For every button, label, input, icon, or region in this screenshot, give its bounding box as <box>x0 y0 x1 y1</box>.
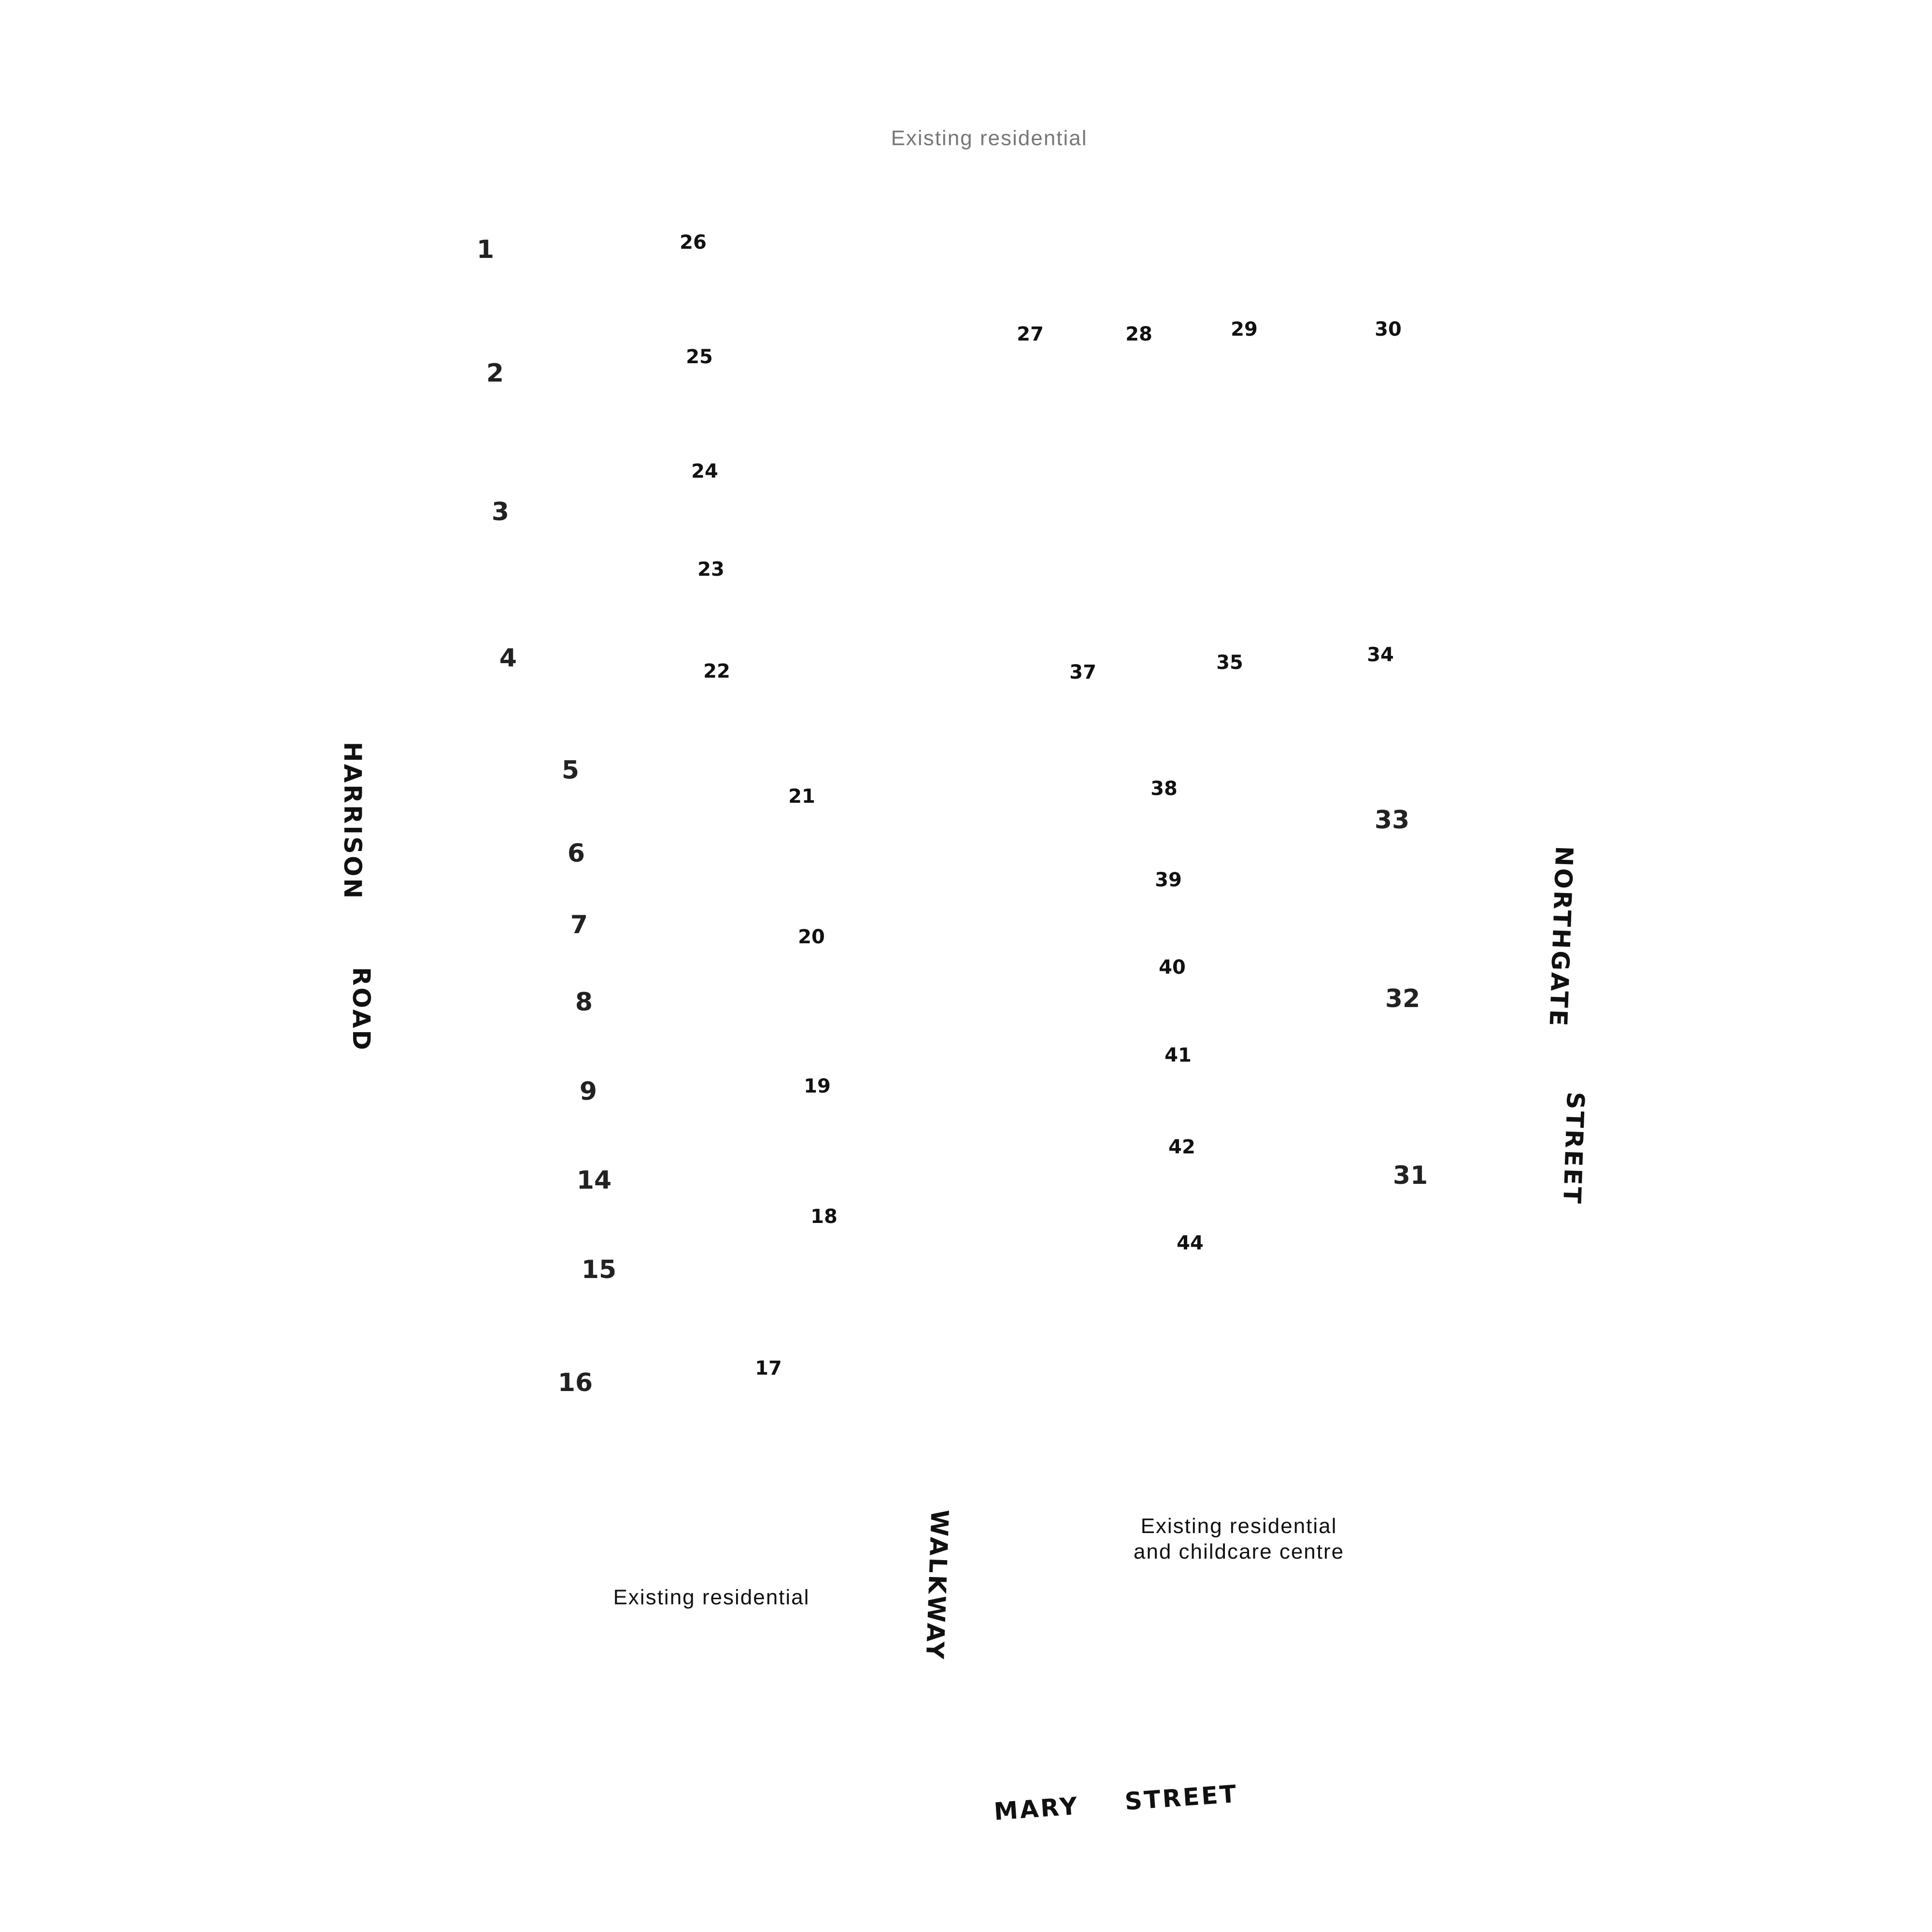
lot-number-19: 19 <box>804 1075 831 1097</box>
lot-number-35: 35 <box>1216 652 1243 674</box>
street-label-harrison: HARRISON <box>339 741 367 901</box>
lot-number-34: 34 <box>1367 644 1394 666</box>
lot-number-6: 6 <box>567 839 585 868</box>
street-label-mary-street: STREET <box>1123 1779 1239 1816</box>
lot-number-20: 20 <box>798 926 825 948</box>
lot-number-39: 39 <box>1155 869 1182 891</box>
street-label-northgate: NORTHGATE <box>1544 845 1578 1029</box>
street-label-mary: MARY <box>993 1791 1080 1826</box>
lot-number-22: 22 <box>703 660 730 682</box>
lot-number-16: 16 <box>557 1368 593 1397</box>
area-label-south-west: Existing residential <box>613 1585 810 1609</box>
lot-number-7: 7 <box>570 910 588 939</box>
lot-number-9: 9 <box>579 1077 597 1106</box>
lot-number-18: 18 <box>810 1206 838 1228</box>
lot-number-5: 5 <box>561 756 580 785</box>
lot-number-17: 17 <box>755 1357 782 1379</box>
lot-number-42: 42 <box>1168 1136 1195 1158</box>
area-label-south-east-line1: Existing residential <box>1140 1514 1337 1538</box>
street-label-walkway: WALKWAY <box>920 1509 954 1662</box>
lot-number-27: 27 <box>1017 323 1044 345</box>
lot-number-8: 8 <box>575 988 593 1017</box>
area-label-north: Existing residential <box>891 126 1088 150</box>
lot-number-15: 15 <box>581 1255 617 1284</box>
area-label-south-east-line2: and childcare centre <box>1133 1540 1345 1563</box>
lot-number-23: 23 <box>697 558 724 581</box>
lot-number-41: 41 <box>1165 1044 1192 1066</box>
lot-number-44: 44 <box>1177 1232 1204 1254</box>
street-label-road: ROAD <box>347 967 375 1052</box>
lot-number-4: 4 <box>499 644 517 673</box>
lot-number-2: 2 <box>486 359 504 388</box>
lot-number-30: 30 <box>1375 318 1402 341</box>
area-label-south-east <box>1134 1514 1344 1565</box>
lot-number-37: 37 <box>1069 661 1096 683</box>
lot-number-24: 24 <box>691 460 718 483</box>
lot-number-26: 26 <box>680 231 707 254</box>
street-label-northgate-street: STREET <box>1557 1091 1590 1206</box>
lot-number-1: 1 <box>476 235 495 264</box>
lot-number-31: 31 <box>1392 1161 1428 1190</box>
lot-number-25: 25 <box>686 346 713 368</box>
lot-number-28: 28 <box>1125 323 1152 345</box>
lot-number-33: 33 <box>1374 806 1410 835</box>
lot-number-3: 3 <box>491 497 510 526</box>
lot-number-32: 32 <box>1385 984 1421 1013</box>
lot-number-21: 21 <box>788 785 815 808</box>
lot-number-29: 29 <box>1231 318 1258 341</box>
lot-number-14: 14 <box>576 1166 612 1195</box>
lot-number-38: 38 <box>1151 778 1178 800</box>
lot-number-40: 40 <box>1159 956 1186 979</box>
